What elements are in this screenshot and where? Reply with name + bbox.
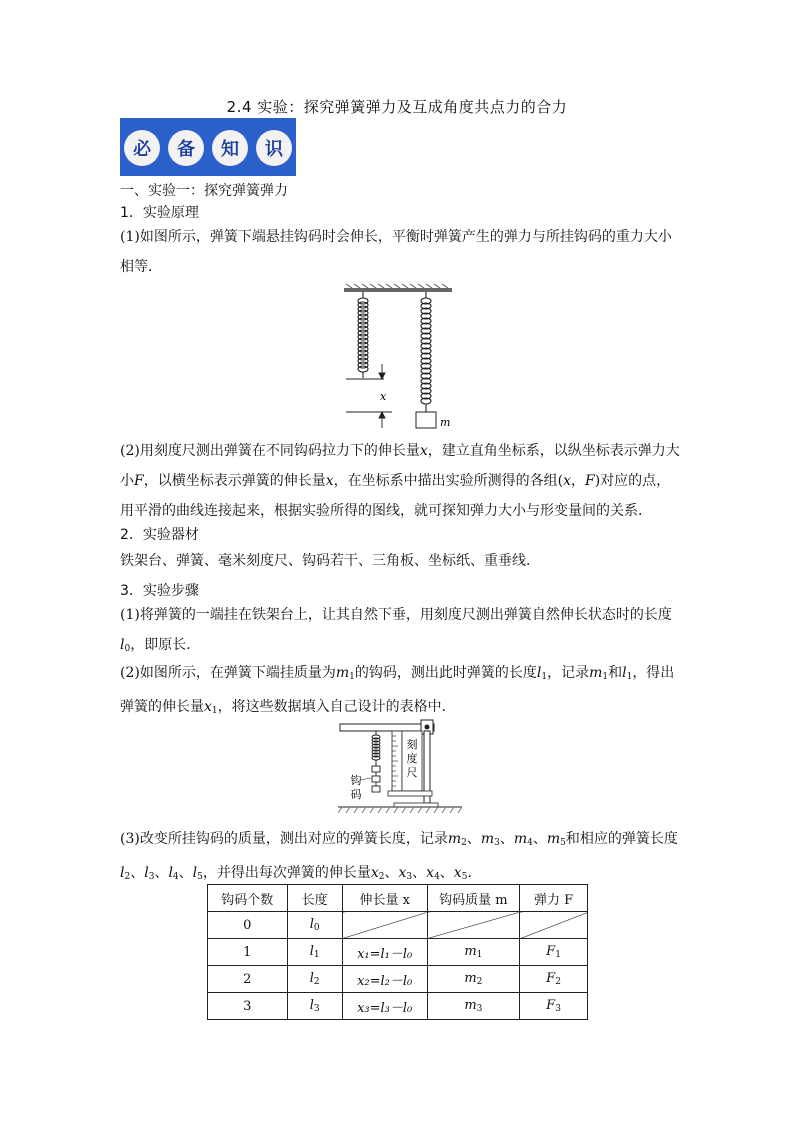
table-row xyxy=(208,912,588,939)
table-cell: $F_2$ xyxy=(520,966,588,993)
banner-char-1: 必 xyxy=(133,139,151,160)
paragraph-step-3: (3)改变所挂钩码的质量，测出对应的弹簧长度，记录$m_2$、$m_3$、$m_4$、$m_5$和相应的弹簧长度 $l_2$、$l_3$、$l_4$、$l_5$，并得出每次弹簧的伸长量$x_2$、$x_3$、$x_4$、$x_5$. xyxy=(120,831,678,882)
table-cell-empty xyxy=(520,912,588,939)
table-cell: $m_1$ xyxy=(427,939,519,966)
data-table xyxy=(207,884,588,1020)
paragraph-equipment: 铁架台、弹簧、毫米刻度尺、钩码若干、三角板、坐标纸、重垂线． xyxy=(120,553,540,569)
hook-weights xyxy=(372,766,380,792)
banner-char-2: 备 xyxy=(177,139,195,160)
figure-springs xyxy=(336,284,460,432)
table-cell: 1 xyxy=(208,939,288,966)
page-title: 2.4 实验：探究弹簧弹力及互成角度共点力的合力 xyxy=(226,98,568,116)
paragraph-principle-2: (2)用刻度尺测出弹簧在不同钩码拉力下的伸长量x，建立直角坐标系，以纵坐标表示弹力大小F，以横坐标表示弹簧的伸长量x，在坐标系中描出实验所测得的各组(x，F)对应的点，用平滑的曲线连接起来，根据实验所得的图线，就可探知弹力大小与形变量间的关系． xyxy=(120,443,680,519)
table-cell: $l_2$ xyxy=(287,966,342,993)
table-cell: 2 xyxy=(208,966,288,993)
table-cell: $F_1$ xyxy=(520,939,588,966)
table-cell: 0 xyxy=(208,912,288,939)
banner-char-3: 知 xyxy=(221,139,239,160)
paragraph-step-2: (2)如图所示，在弹簧下端挂质量为$m_1$的钩码，测出此时弹簧的长度$l_1$，记录$m_1$和$l_1$，得出弹簧的伸长量$x_1$，将这些数据填入自己设计的表格中． xyxy=(120,665,675,716)
mass-block xyxy=(416,412,436,428)
table-cell-empty xyxy=(427,912,519,939)
table-cell: $m_2$ xyxy=(427,966,519,993)
spring-right xyxy=(421,292,431,412)
table-header: 钩码个数 xyxy=(208,885,288,912)
figure-iron-stand xyxy=(338,716,462,820)
stand-base xyxy=(394,803,438,807)
table-row xyxy=(208,966,588,993)
table-cell: $F_3$ xyxy=(520,993,588,1020)
table-header: 钩码质量 m xyxy=(427,885,519,912)
table-cell: $l_0$ xyxy=(287,912,342,939)
hook-label-1: 钩 xyxy=(350,774,362,787)
table-cell: x₃=l₃－l₀ xyxy=(342,993,427,1020)
ruler-label-3: 尺 xyxy=(406,766,418,779)
paragraph-step-1: (1)将弹簧的一端挂在铁架台上，让其自然下垂，用刻度尺测出弹簧自然伸长状态时的长度$l_0$，即原长． xyxy=(120,607,672,654)
table-cell-empty xyxy=(342,912,427,939)
table-row xyxy=(208,993,588,1020)
spring-left xyxy=(358,292,368,378)
banner-char-4: 识 xyxy=(265,139,283,160)
table-header: 长度 xyxy=(287,885,342,912)
table-row xyxy=(208,939,588,966)
heading-equipment: 2．实验器材 xyxy=(120,527,199,543)
table-header-row xyxy=(208,885,588,912)
table-cell: $l_1$ xyxy=(287,939,342,966)
table-header: 弹力 F xyxy=(520,885,588,912)
label-x: x xyxy=(380,390,387,403)
hook-label-2: 码 xyxy=(350,788,362,801)
stand-spring xyxy=(372,731,380,766)
ruler-label-2: 度 xyxy=(406,752,418,765)
section-banner xyxy=(120,118,296,176)
table-cell: x₁=l₁－l₀ xyxy=(342,939,427,966)
heading-principle: 1．实验原理 xyxy=(120,205,199,221)
heading-steps: 3．实验步骤 xyxy=(120,583,199,599)
table-cell: $l_3$ xyxy=(287,993,342,1020)
label-m: m xyxy=(440,416,451,429)
table-cell: 3 xyxy=(208,993,288,1020)
stand-arm xyxy=(340,724,434,731)
table-cell: x₂=l₂－l₀ xyxy=(342,966,427,993)
table-cell: $m_3$ xyxy=(427,993,519,1020)
ruler-label-1: 刻 xyxy=(406,738,418,751)
section-heading: 一、实验一：探究弹簧弹力 xyxy=(120,183,288,199)
paragraph-principle-1: (1)如图所示，弹簧下端悬挂钩码时会伸长，平衡时弹簧产生的弹力与所挂钩码的重力大小相等． xyxy=(120,229,672,275)
table-header: 伸长量 x xyxy=(342,885,427,912)
